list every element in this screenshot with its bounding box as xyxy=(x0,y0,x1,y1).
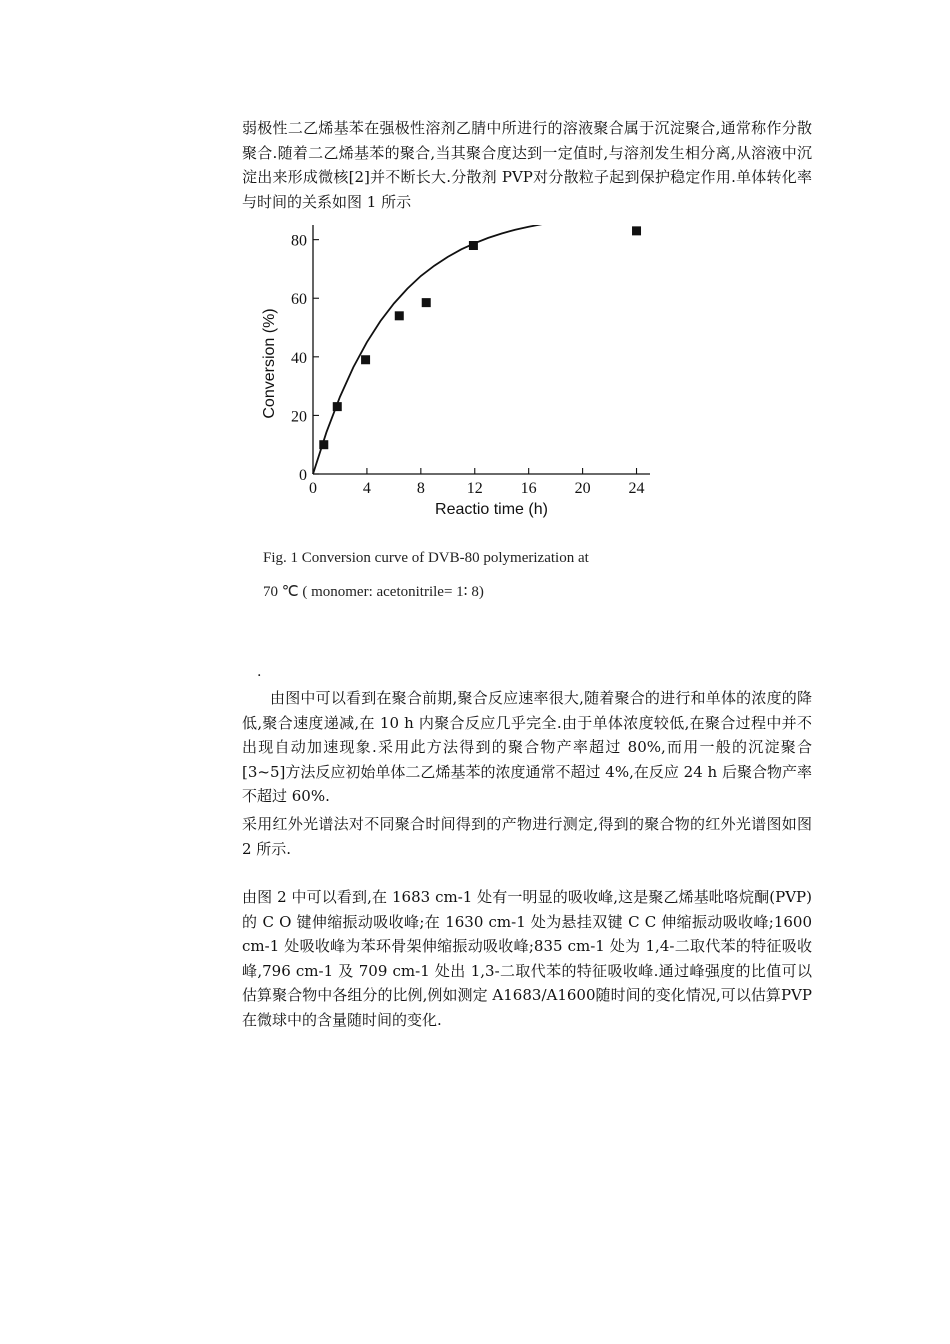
x-tick-label: 8 xyxy=(416,480,425,497)
x-tick-label: 24 xyxy=(628,480,645,497)
ir-analysis-paragraph: 由图 2 中可以看到,在 1683 cm-1 处有一明显的吸收峰,这是聚乙烯基吡咯烷酮(PVP)的 C O 键伸缩振动吸收峰;在 1630 cm-1 处为悬挂双键 C C 伸缩振动吸收峰;1600 cm-1 处吸收峰为苯环骨架伸缩振动吸收峰;835 cm-1 处为 1,4-二取代苯的特征吸收峰,796 cm-1 及 709 cm-1 处出 1,3-二取代苯的特征吸收峰.通过峰强度的比值可以估算聚合物中各组分的比例,例如测定 A1683/A1600随时间的变化情况,可以估算PVP在微球中的含量随时间的变化. xyxy=(242,888,812,1029)
data-points xyxy=(319,226,641,449)
y-axis-label: Conversion (%) xyxy=(261,308,278,419)
y-tick-label: 60 xyxy=(291,291,307,309)
x-tick-label: 4 xyxy=(362,480,371,497)
data-point xyxy=(469,241,478,250)
x-tick-label: 0 xyxy=(309,480,317,497)
x-tick-label: 16 xyxy=(520,480,537,497)
x-tick-label: 12 xyxy=(466,480,483,497)
data-point xyxy=(319,440,328,449)
fit-curve xyxy=(313,225,637,474)
figure-caption-line-1: Fig. 1 Conversion curve of DVB-80 polymerization at xyxy=(263,550,589,566)
y-tick-label: 20 xyxy=(291,408,307,426)
x-tick-label: 20 xyxy=(574,480,591,497)
ir-method-paragraph: 采用红外光谱法对不同聚合时间得到的产物进行测定,得到的聚合物的红外光谱图如图 2 所示. xyxy=(242,815,812,858)
y-tick-label: 0 xyxy=(299,467,307,484)
y-tick-label: 40 xyxy=(291,349,307,367)
data-point xyxy=(333,402,342,411)
data-point xyxy=(361,355,370,364)
figure-caption-line-2: 70 ℃ ( monomer: acetonitrile= 1∶ 8) xyxy=(263,584,484,600)
results-paragraph: 由图中可以看到在聚合前期,聚合反应速率很大,随着聚合的进行和单体的浓度的降低,聚合速度递减,在 10 h 内聚合反应几乎完全.由于单体浓度较低,在聚合过程中并不出现自动加速现象.采用此方法得到的聚合物产率超过 80%,而用一般的沉淀聚合[3~5]方法反应初始单体二乙烯基苯的浓度通常不超过 4%,在反应 24 h 后聚合物产率不超过 60%. xyxy=(242,689,812,805)
data-point xyxy=(632,226,641,235)
conversion-chart xyxy=(232,225,662,525)
x-axis-label: Reactio time (h) xyxy=(435,501,548,518)
data-point xyxy=(395,311,404,320)
y-tick-label: 80 xyxy=(291,232,307,250)
stray-dot: . xyxy=(257,664,262,680)
data-point xyxy=(422,298,431,307)
chart-ticks xyxy=(291,233,645,497)
intro-paragraph: 弱极性二乙烯基苯在强极性溶剂乙腈中所进行的溶液聚合属于沉淀聚合,通常称作分散聚合.随着二乙烯基苯的聚合,当其聚合度达到一定值时,与溶剂发生相分离,从溶液中沉淀出来形成微核[2]并不断长大.分散剂 PVP对分散粒子起到保护稳定作用.单体转化率与时间的关系如图 1 所示 xyxy=(242,119,812,211)
